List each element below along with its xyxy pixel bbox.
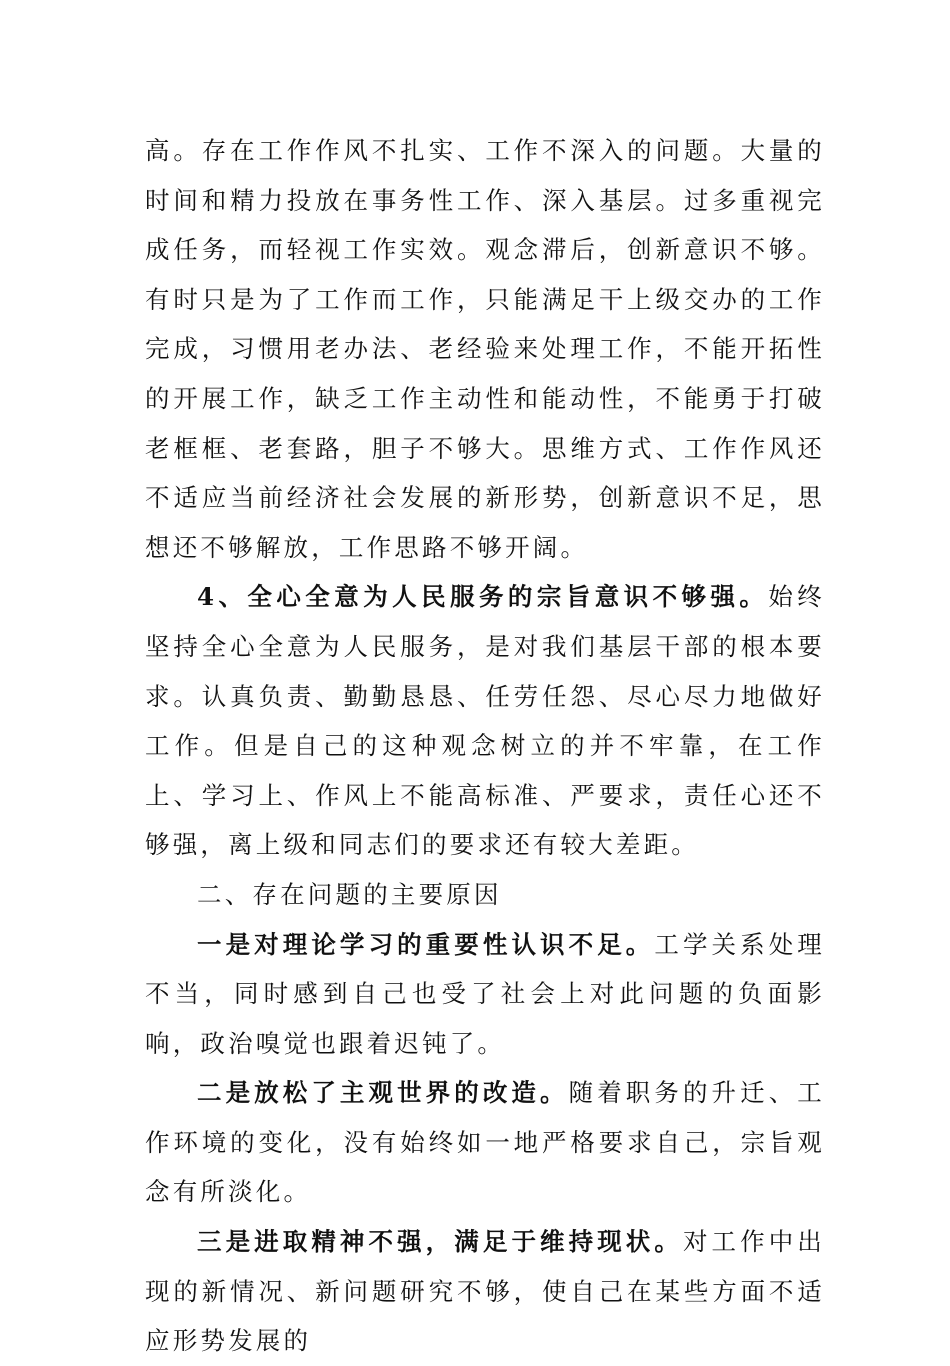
paragraph-text: 工学关系处理不当，同时感到自己也受了社会上对此问题的负面影响，政治嗅觉也跟着迟钝了。 bbox=[145, 929, 826, 1058]
document-body bbox=[145, 126, 825, 1366]
paragraph-text: 始终坚持全心全意为人民服务，是对我们基层干部的根本要求。认真负责、勤勤恳恳、任劳任怨、尽心尽力地做好工作。但是自己的这种观念树立的并不牢靠，在工作上、学习上、作风上不能高标准、严要求，责任心还不够强，离上级和同志们的要求还有较大差距。 bbox=[145, 582, 825, 860]
paragraph-service-awareness bbox=[145, 572, 825, 870]
paragraph-text: 随着职务的升迁、工作环境的变化，没有始终如一地严格要求自己，宗旨观念有所淡化。 bbox=[145, 1078, 825, 1207]
paragraph-reason-two bbox=[145, 1068, 825, 1217]
paragraph-text: 高。存在工作作风不扎实、工作不深入的问题。大量的时间和精力投放在事务性工作、深入基层。过多重视完成任务，而轻视工作实效。观念滞后，创新意识不够。有时只是为了工作而工作，只能满足干上级交办的工作完成，习惯用老办法、老经验来处理工作，不能开拓性的开展工作，缺乏工作主动性和能动性，不能勇于打破老框框、老套路，胆子不够大。思维方式、工作作风还不适应当前经济社会发展的新形势，创新意识不足，思想还不够解放，工作思路不够开阔。 bbox=[145, 136, 825, 562]
paragraph-lead: 一是对理论学习的重要性认识不足。 bbox=[197, 929, 655, 959]
paragraph-lead: 4、全心全意为人民服务的宗旨意识不够强。 bbox=[197, 582, 769, 612]
paragraph-continuation bbox=[145, 126, 825, 572]
paragraph-lead: 二是放松了主观世界的改造。 bbox=[197, 1078, 569, 1108]
paragraph-text: 对工作中出现的新情况、新问题研究不够，使自己在某些方面不适应形势发展的 bbox=[145, 1227, 825, 1356]
paragraph-reason-one bbox=[145, 920, 825, 1069]
section-heading: 二、存在问题的主要原因 bbox=[197, 879, 502, 909]
paragraph-lead: 三是进取精神不强，满足于维持现状。 bbox=[197, 1227, 683, 1257]
